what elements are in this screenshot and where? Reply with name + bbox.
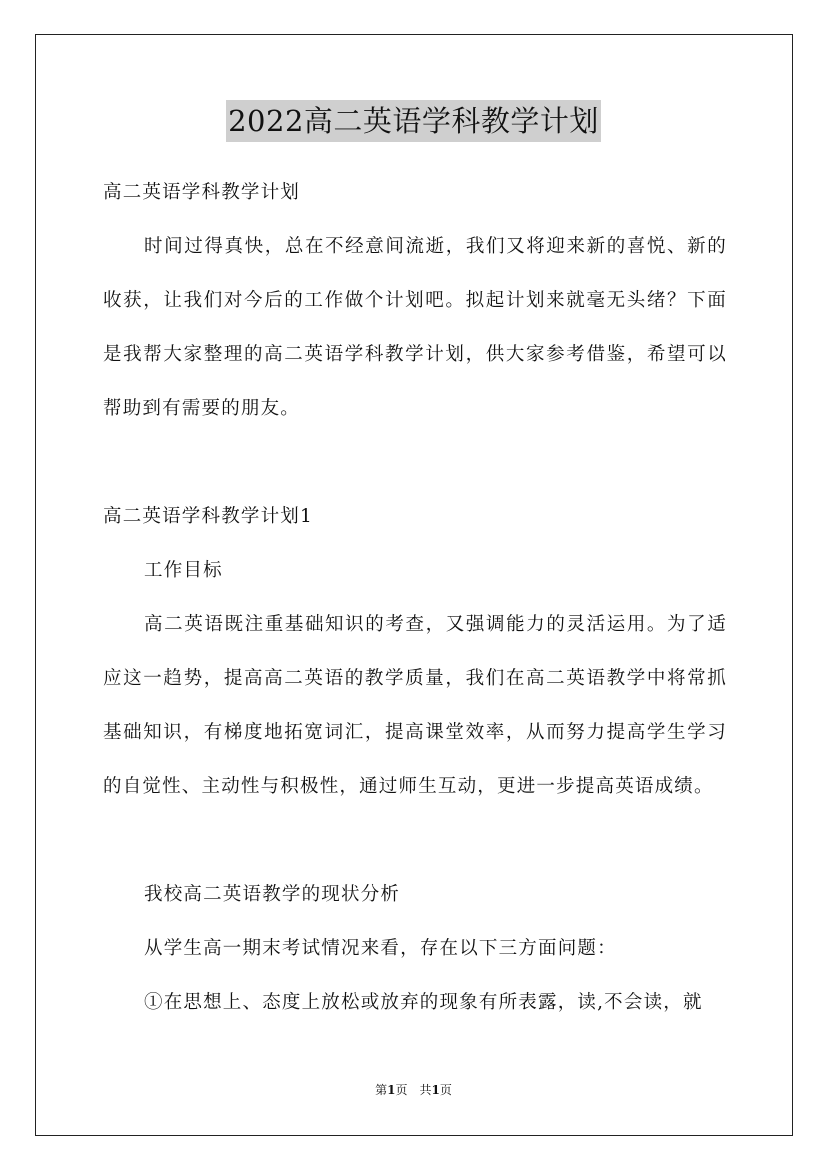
status-heading: 我校高二英语教学的现状分析	[144, 884, 401, 905]
goal-heading: 工作目标	[144, 560, 223, 581]
problem-item-1: ①在思想上、态度上放松或放弃的现象有所表露，读,不会读，就	[144, 992, 703, 1013]
subtitle: 高二英语学科教学计划	[103, 182, 301, 203]
footer-suffix: 页	[439, 1083, 452, 1097]
footer-total-pages: 1	[431, 1083, 440, 1097]
goal-paragraph: 高二英语既注重基础知识的考查，又强调能力的灵活运用。为了适应这一趋势，提高高二英语的教学质量，我们在高二英语教学中将常抓基础知识，有梯度地拓宽词汇，提高课堂效率，从而努力提高学生学习的自觉性、主动性与积极性，通过师生互动，更进一步提高英语成绩。	[103, 614, 727, 797]
section-heading: 高二英语学科教学计划1	[103, 506, 313, 527]
status-intro: 从学生高一期末考试情况来看，存在以下三方面问题：	[144, 938, 617, 959]
intro-paragraph: 时间过得真快，总在不经意间流逝，我们又将迎来新的喜悦、新的收获，让我们对今后的工作做个计划吧。拟起计划来就毫无头绪？下面是我帮大家整理的高二英语学科教学计划，供大家参考借鉴，希望可以帮助到有需要的朋友。	[103, 236, 727, 419]
document-title: 2022高二英语学科教学计划	[226, 100, 601, 142]
title-wrap	[0, 100, 827, 142]
footer-page-number: 1	[387, 1083, 396, 1097]
footer-mid: 页 共	[395, 1083, 432, 1097]
footer-prefix: 第	[375, 1083, 388, 1097]
page-footer	[0, 1082, 827, 1098]
